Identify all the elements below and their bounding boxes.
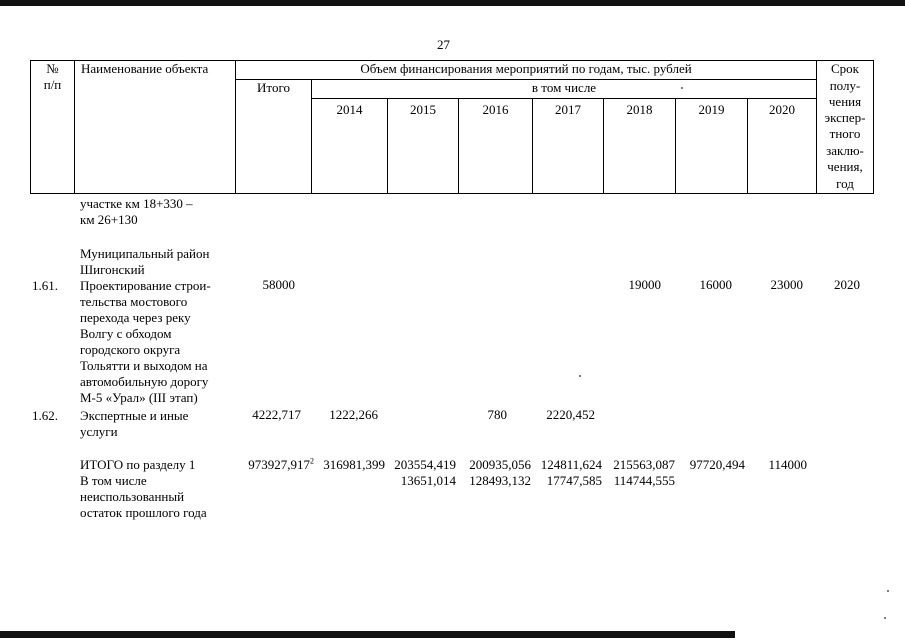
header-year-2016: 2016 [482,102,509,117]
cell-remainder-2018: 114744,555 [613,473,675,488]
cell-total: 973927,917$^2$ [248,456,314,472]
scan-speck [887,590,889,592]
cell-2017: 124811,624 [540,457,602,472]
bottom-scan-border [0,631,735,638]
scan-speck [884,617,886,619]
header-funding: Объем финансирования мероприятий по годам, тыс. рублей [360,61,692,76]
scan-speck [681,87,683,89]
cell-2020: 23000 [770,277,803,292]
row-number: 1.62. [32,408,58,423]
cell-2018: 215563,087 [613,457,675,472]
continuation-line: участке км 18+330 – [80,196,193,211]
row-number: 1.61. [32,278,58,293]
cell-deadline: 2020 [834,277,860,292]
page-number: 27 [437,37,450,52]
header-year-2018: 2018 [626,102,653,117]
continuation-line: км 26+130 [80,212,138,227]
header-year-2020: 2020 [769,102,795,117]
header-num: № [46,61,59,76]
cell-remainder-2015: 13651,014 [400,473,456,488]
header-year-2014: 2014 [336,102,363,117]
header-num-2: п/п [43,77,62,92]
cell-2016: 200935,056 [469,457,531,472]
cell-2019: 16000 [699,277,732,292]
cell-2020: 114000 [768,457,807,472]
cell-2014: 1222,266 [329,407,378,422]
cell-2015: 203554,419 [394,457,456,472]
header-year-2015: 2015 [410,102,436,117]
cell-remainder-2016: 128493,132 [469,473,531,488]
header-year-2019: 2019 [698,102,725,117]
top-scan-border [0,0,905,6]
cell-2018: 19000 [628,277,661,292]
cell-remainder-2017: 17747,585 [546,473,602,488]
header-year-2017: 2017 [555,102,581,117]
cell-2016: 780 [487,407,507,422]
cell-total: 58000 [262,277,295,292]
header-including: в том числе [531,80,597,95]
cell-2014: 316981,399 [323,457,385,472]
cell-2017: 2220,452 [546,407,595,422]
header-name: Наименование объекта [81,61,209,76]
header-total: Итого [257,80,290,95]
cell-2019: 97720,494 [689,457,745,472]
scan-speck [579,375,581,377]
cell-total: 4222,717 [252,407,301,422]
